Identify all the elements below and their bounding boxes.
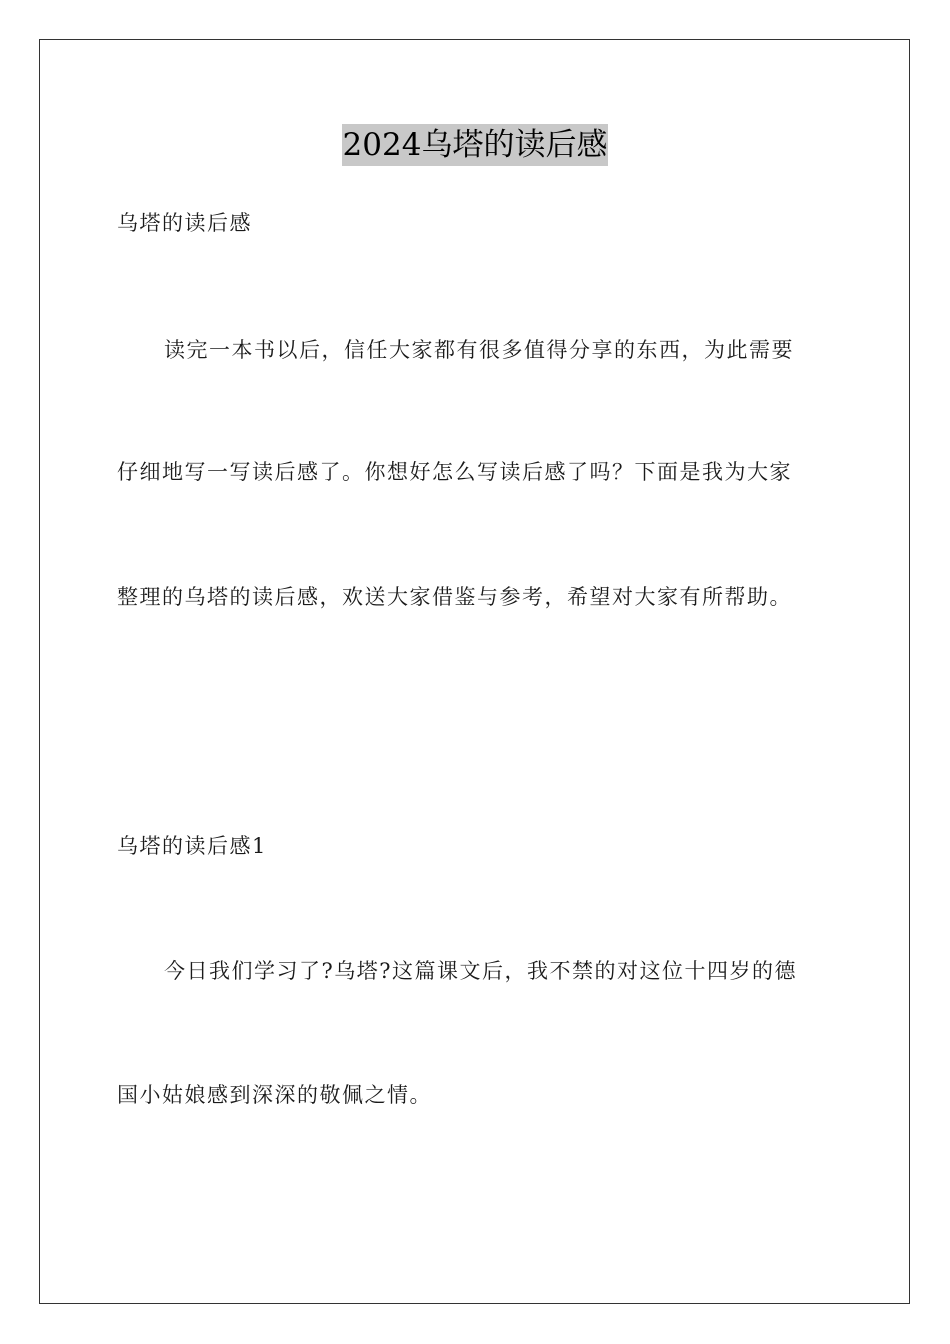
section-line-2: 国小姑娘感到深深的敬佩之情。 bbox=[117, 1083, 432, 1107]
document-subtitle: 乌塔的读后感 bbox=[117, 211, 252, 235]
section-heading: 乌塔的读后感1 bbox=[117, 834, 267, 858]
intro-line-2: 仔细地写一写读后感了。你想好怎么写读后感了吗？下面是我为大家 bbox=[117, 460, 792, 484]
title-container bbox=[0, 124, 950, 166]
section-line-1: 今日我们学习了?乌塔?这篇课文后，我不禁的对这位十四岁的德 bbox=[164, 959, 798, 983]
intro-line-3: 整理的乌塔的读后感，欢送大家借鉴与参考，希望对大家有所帮助。 bbox=[117, 585, 792, 609]
intro-line-1: 读完一本书以后，信任大家都有很多值得分享的东西，为此需要 bbox=[164, 338, 794, 362]
document-title: 2024乌塔的读后感 bbox=[342, 124, 609, 166]
